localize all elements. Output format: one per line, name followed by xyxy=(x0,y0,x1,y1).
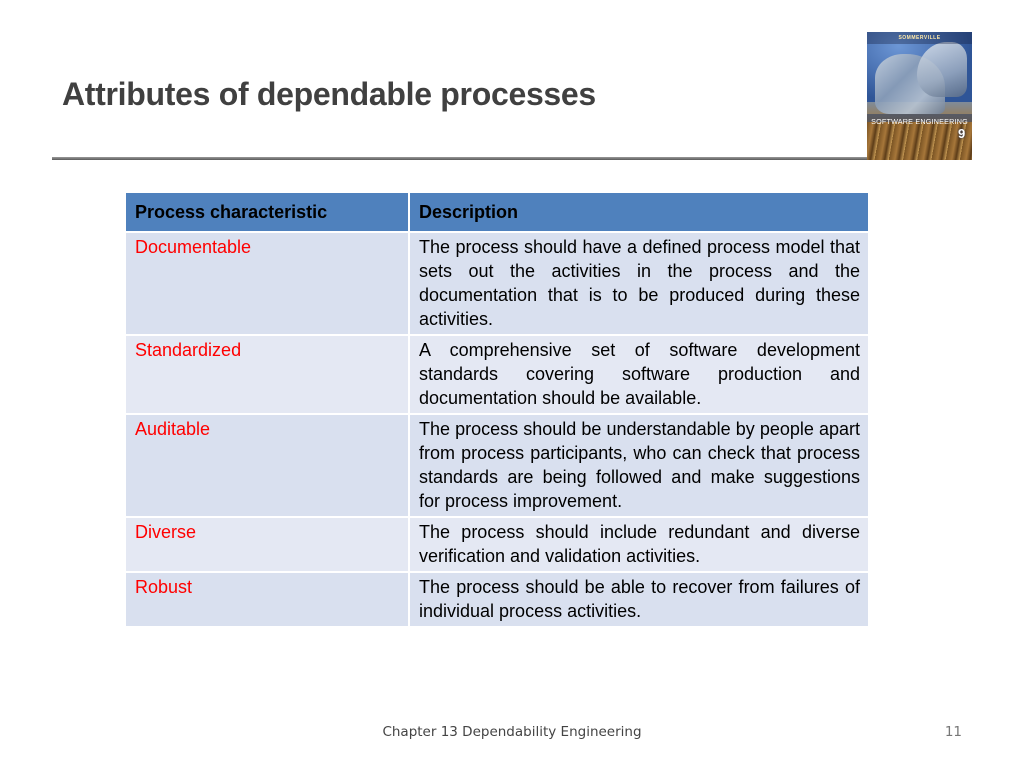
table-row xyxy=(125,335,869,414)
cover-publisher-text: SOMMERVILLE xyxy=(898,35,941,41)
page-number: 11 xyxy=(944,724,962,740)
description-cell: The process should be understandable by people apart from process participants, who can check that process standards are being followed and make suggestions for process improvement. xyxy=(409,414,869,517)
footer-chapter-title: Chapter 13 Dependability Engineering xyxy=(382,724,642,740)
table-row xyxy=(125,572,869,627)
book-cover-image xyxy=(867,32,972,160)
slide-title: Attributes of dependable processes xyxy=(62,76,596,112)
description-cell: The process should have a defined process model that sets out the activities in the process and the documentation that is to be produced during these activities. xyxy=(409,232,869,335)
cover-edition-number: 9 xyxy=(958,126,966,141)
column-header-description: Description xyxy=(409,192,869,232)
cover-title-text: SOFTWARE ENGINEERING xyxy=(871,117,968,126)
title-divider xyxy=(52,157,870,160)
characteristic-cell: Robust xyxy=(125,572,409,627)
attributes-table xyxy=(124,191,870,628)
table-row xyxy=(125,517,869,572)
table-row xyxy=(125,232,869,335)
column-header-characteristic: Process characteristic xyxy=(125,192,409,232)
table-row xyxy=(125,414,869,517)
characteristic-cell: Standardized xyxy=(125,335,409,414)
characteristic-cell: Auditable xyxy=(125,414,409,517)
description-cell: The process should include redundant and diverse verification and validation activities. xyxy=(409,517,869,572)
description-cell: A comprehensive set of software development standards covering software production and documentation should be available. xyxy=(409,335,869,414)
description-cell: The process should be able to recover from failures of individual process activities. xyxy=(409,572,869,627)
characteristic-cell: Documentable xyxy=(125,232,409,335)
characteristic-cell: Diverse xyxy=(125,517,409,572)
table-header-row xyxy=(125,192,869,232)
